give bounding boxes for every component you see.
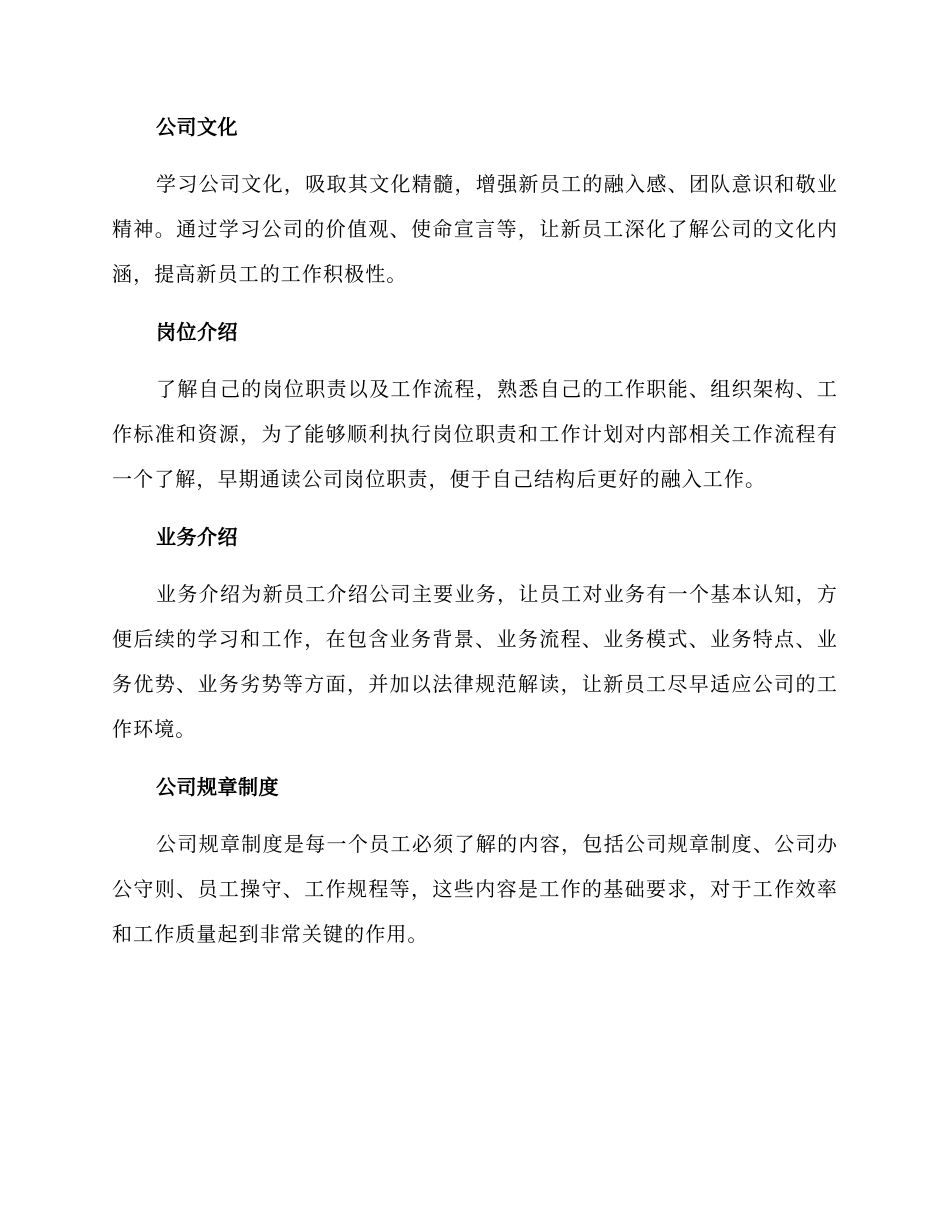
section-heading: 岗位介绍 <box>156 320 238 344</box>
section-heading: 业务介绍 <box>156 525 238 549</box>
section-heading: 公司规章制度 <box>156 775 279 799</box>
section-paragraph: 公司规章制度是每一个员工必须了解的内容，包括公司规章制度、公司办公守则、员工操守、工作规程等，这些内容是工作的基础要求，对于工作效率和工作质量起到非常关键的作用。 <box>112 832 838 946</box>
section-company-culture <box>112 112 838 297</box>
section-heading: 公司文化 <box>156 115 238 139</box>
section-position-intro <box>112 317 838 502</box>
section-paragraph: 业务介绍为新员工介绍公司主要业务，让员工对业务有一个基本认知，方便后续的学习和工作，在包含业务背景、业务流程、业务模式、业务特点、业务优势、业务劣势等方面，并加以法律规范解读，让新员工尽早适应公司的工作环境。 <box>112 582 838 741</box>
section-paragraph: 学习公司文化，吸取其文化精髓，增强新员工的融入感、团队意识和敬业精神。通过学习公司的价值观、使命宣言等，让新员工深化了解公司的文化内涵，提高新员工的工作积极性。 <box>112 172 838 286</box>
section-paragraph: 了解自己的岗位职责以及工作流程，熟悉自己的工作职能、组织架构、工作标准和资源，为了能够顺利执行岗位职责和工作计划对内部相关工作流程有一个了解，早期通读公司岗位职责，便于自己结构后更好的融入工作。 <box>112 377 838 491</box>
section-business-intro <box>112 522 838 752</box>
section-company-rules <box>112 772 838 957</box>
